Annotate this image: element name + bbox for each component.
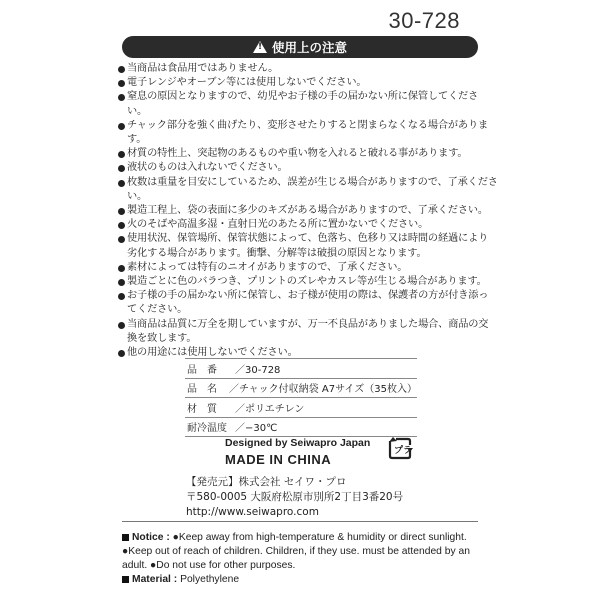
notice-label: Notice :	[132, 532, 170, 543]
caution-title: 使用上の注意	[271, 40, 347, 55]
spec-key: 品 名	[187, 384, 217, 396]
caution-item: 当商品は品質に万全を期していますが、万一不良品がありました場合、商品の交換を致します。	[118, 318, 498, 346]
designed-by: Designed by Seiwapro Japan	[225, 437, 371, 449]
caution-item: 電子レンジやオーブン等には使用しないでください。	[118, 76, 498, 90]
spec-value: ／チャック付収納袋 A7サイズ（35枚入）	[228, 384, 417, 396]
caution-item: お子様の手の届かない所に保管し、お子様が使用の際は、保護者の方が付き添ってください。	[118, 289, 498, 317]
notice-line	[122, 531, 482, 573]
warning-icon	[253, 41, 267, 53]
caution-banner	[122, 36, 478, 58]
company-info	[186, 475, 403, 520]
divider	[122, 521, 478, 522]
english-notice	[122, 531, 482, 587]
notice-text: ●Keep away from high-temperature & humidity or direct sunlight. ●Keep out of reach of children. Children, if they use. must be attended by an adult. ●Do not use for other purposes.	[122, 532, 470, 571]
caution-item: 製造工程上、袋の表面に多少のキズがある場合がありますので、了承ください。	[118, 204, 498, 218]
svg-text:プラ: プラ	[394, 446, 413, 456]
caution-item: 使用状況、保管場所、保管状態によって、色落ち、色移り又は時間の経過により劣化する場合があります。衝撃、分解等は破損の原因となります。	[118, 232, 498, 260]
spec-key: 品 番	[187, 364, 217, 376]
spec-row	[185, 418, 417, 438]
spec-key: 材 質	[187, 403, 217, 415]
material-text: Polyethylene	[177, 574, 240, 585]
spec-table	[185, 358, 417, 437]
material-label: Material :	[132, 574, 178, 585]
caution-item: チャック部分を強く曲げたり、変形させたりすると閉まらなくなる場合があります。	[118, 119, 498, 147]
product-code: 30-728	[388, 8, 460, 33]
seller-name: 【発売元】株式会社 セイワ・プロ	[186, 476, 347, 488]
square-bullet-icon	[122, 576, 129, 583]
caution-item: 材質の特性上、突起物のあるものや重い物を入れると破れる事があります。	[118, 147, 498, 161]
caution-item: 火のそばや高温多湿・直射日光のあたる所に置かないでください。	[118, 218, 498, 232]
spec-value: ／30-728	[235, 364, 281, 376]
spec-row	[185, 398, 417, 418]
caution-item: 液状のものは入れないでください。	[118, 161, 498, 175]
caution-item: 枚数は重量を目安にしているため、誤差が生じる場合がありますので、了承ください。	[118, 176, 498, 204]
spec-row	[185, 359, 417, 379]
spec-row	[185, 379, 417, 399]
caution-item: 窒息の原因となりますので、幼児やお子様の手の届かない所に保管してください。	[118, 90, 498, 118]
caution-item: 他の用途には使用しないでください。	[118, 346, 498, 360]
caution-list	[118, 62, 498, 360]
caution-item: 素材によっては特有のニオイがありますので、了承ください。	[118, 261, 498, 275]
spec-value: ／ポリエチレン	[235, 403, 305, 415]
spec-value: ／−30℃	[235, 423, 278, 435]
caution-item: 当商品は食品用ではありません。	[118, 62, 498, 76]
square-bullet-icon	[122, 534, 129, 541]
material-line	[122, 573, 482, 587]
seller-url: http://www.seiwapro.com	[186, 506, 319, 518]
made-in: MADE IN CHINA	[225, 452, 332, 467]
recycle-pla-icon	[386, 436, 414, 462]
spec-key: 耐冷温度	[187, 423, 227, 435]
caution-item: 製造ごとに色のバラつき、プリントのズレやカスレ等が生じる場合があります。	[118, 275, 498, 289]
seller-address: 〒580-0005 大阪府松原市別所2丁目3番20号	[186, 491, 404, 503]
